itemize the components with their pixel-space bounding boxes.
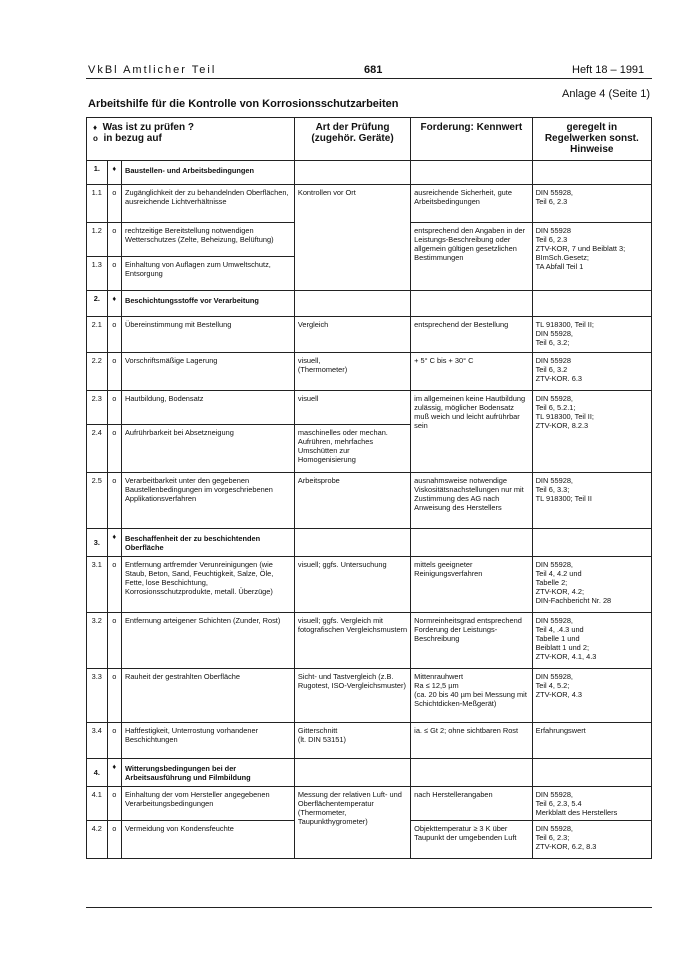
row-what: Einhaltung von Auflagen zum Umweltschutz, Entsorgung <box>121 257 294 291</box>
circle-bullet-icon: o <box>107 821 121 859</box>
row-what: Entfernung artfremder Verunreinigungen (wie Staub, Beton, Sand, Feuchtigkeit, Salze, Öle, Fette, lose Beschichtung, Korrosionsschutzprodukte, metall. Überzüge) <box>121 557 294 613</box>
row-what: Rauheit der gestrahlten Oberfläche <box>121 669 294 723</box>
row-what: Verarbeitbarkeit unter den gegebenen Baustellenbedingungen im vorgeschriebenen Applikationsverfahren <box>121 473 294 529</box>
section-label: Beschichtungsstoffe vor Verarbeitung <box>121 291 294 317</box>
row-art: visuell <box>294 391 410 425</box>
row-what: Vorschriftsmäßige Lagerung <box>121 353 294 391</box>
table-row <box>87 723 652 759</box>
circle-bullet-icon: o <box>107 723 121 759</box>
table-row <box>87 353 652 391</box>
row-art: Vergleich <box>294 317 410 353</box>
row-forderung: mittels geeigneter Reinigungsverfahren <box>411 557 532 613</box>
row-forderung: ia. ≤ Gt 2; ohne sichtbaren Rost <box>411 723 532 759</box>
row-regelwerk: DIN 55928, Teil 6, 2.3 <box>532 185 651 223</box>
diamond-bullet-icon: ♦ <box>107 291 121 317</box>
section-number: 4. <box>87 759 108 787</box>
row-regelwerk: DIN 55928, Teil 6, 3.3; TL 918300; Teil II <box>532 473 651 529</box>
row-what: rechtzeitige Bereitstellung notwendigen Wetterschutzes (Zelte, Beheizung, Belüftung) <box>121 223 294 257</box>
row-number: 4.2 <box>87 821 108 859</box>
row-art: Gitterschnitt (lt. DIN 53151) <box>294 723 410 759</box>
row-art: Kontrollen vor Ort <box>294 185 410 291</box>
table-row <box>87 613 652 669</box>
header-left: VkBl Amtlicher Teil <box>88 64 217 76</box>
circle-bullet-icon: o <box>107 185 121 223</box>
section-label: Baustellen- und Arbeitsbedingungen <box>121 161 294 185</box>
row-art: visuell; ggfs. Vergleich mit fotografischen Vergleichsmustern <box>294 613 410 669</box>
row-forderung: Objekttemperatur ≥ 3 K über Taupunkt der umgebenden Luft <box>411 821 532 859</box>
inspection-table <box>86 117 652 859</box>
row-number: 1.1 <box>87 185 108 223</box>
row-regelwerk: TL 918300, Teil II; DIN 55928, Teil 6, 3.2; <box>532 317 651 353</box>
row-forderung: Normreinheitsgrad entsprechend Forderung der Leistungs-Beschreibung <box>411 613 532 669</box>
section-row <box>87 291 652 317</box>
row-forderung: + 5° C bis + 30° C <box>411 353 532 391</box>
row-what: Zugänglichkeit der zu behandelnden Oberflächen, ausreichende Lichtverhältnisse <box>121 185 294 223</box>
row-what: Haftfestigkeit, Unterrostung vorhandener Beschichtungen <box>121 723 294 759</box>
row-number: 3.3 <box>87 669 108 723</box>
row-regelwerk: DIN 55928, Teil 4, 5.2; ZTV-KOR, 4.3 <box>532 669 651 723</box>
section-number: 1. <box>87 161 108 185</box>
table-row <box>87 557 652 613</box>
circle-bullet-icon: o <box>107 391 121 425</box>
row-art: Arbeitsprobe <box>294 473 410 529</box>
row-regelwerk: DIN 55928 Teil 6, 3.2 ZTV-KOR. 6.3 <box>532 353 651 391</box>
row-regelwerk: DIN 55928, Teil 6, 5.2.1; TL 918300, Teil II; ZTV-KOR, 8.2.3 <box>532 391 651 473</box>
circle-bullet-icon: o <box>107 613 121 669</box>
header-right: Heft 18 – 1991 <box>572 64 645 76</box>
row-number: 1.2 <box>87 223 108 257</box>
table-row <box>87 669 652 723</box>
section-row <box>87 161 652 185</box>
row-forderung: im allgemeinen keine Hautbildung zulässig, möglicher Bodensatz muß weich und leicht aufrührbar sein <box>411 391 532 473</box>
header-rule <box>86 78 652 79</box>
header-art: Art der Prüfung (zugehör. Geräte) <box>294 118 410 161</box>
row-what: Vermeidung von Kondensfeuchte <box>121 821 294 859</box>
circle-bullet-icon: o <box>107 425 121 473</box>
table-header-row <box>87 118 652 161</box>
circle-bullet-icon: o <box>93 134 98 143</box>
diamond-bullet-icon: ♦ <box>93 123 98 132</box>
row-regelwerk: DIN 55928, Teil 4, 4.2 und Tabelle 2; ZTV-KOR, 4.2; DIN-Fachbericht Nr. 28 <box>532 557 651 613</box>
row-what: Übereinstimmung mit Bestellung <box>121 317 294 353</box>
section-number: 3. <box>87 529 108 557</box>
row-regelwerk: DIN 55928 Teil 6, 2.3 ZTV-KOR, 7 und Beiblatt 3; BImSch.Gesetz; TA Abfall Teil 1 <box>532 223 651 291</box>
row-forderung: nach Herstellerangaben <box>411 787 532 821</box>
header-what: ♦ Was ist zu prüfen ? o in bezug auf <box>87 118 295 161</box>
row-what: Hautbildung, Bodensatz <box>121 391 294 425</box>
row-number: 3.1 <box>87 557 108 613</box>
row-forderung: ausreichende Sicherheit, gute Arbeitsbedingungen <box>411 185 532 223</box>
section-row <box>87 759 652 787</box>
footer-rule <box>86 907 652 908</box>
header-forderung: Forderung: Kennwert <box>411 118 532 161</box>
section-row <box>87 529 652 557</box>
row-art: Sicht- und Tastvergleich (z.B. Rugotest, ISO-Vergleichsmuster) <box>294 669 410 723</box>
row-art: visuell; ggfs. Untersuchung <box>294 557 410 613</box>
row-art: maschinelles oder mechan. Aufrühren, mehrfaches Umschütten zur Homogenisierung <box>294 425 410 473</box>
circle-bullet-icon: o <box>107 223 121 257</box>
page-title: Arbeitshilfe für die Kontrolle von Korrosionsschutzarbeiten <box>88 98 399 110</box>
row-art: Messung der relativen Luft- und Oberflächentemperatur (Thermometer, Taupunkthygrometer) <box>294 787 410 859</box>
table-row <box>87 787 652 821</box>
circle-bullet-icon: o <box>107 353 121 391</box>
row-number: 2.5 <box>87 473 108 529</box>
row-number: 2.3 <box>87 391 108 425</box>
table-row <box>87 473 652 529</box>
table-row <box>87 391 652 425</box>
row-number: 4.1 <box>87 787 108 821</box>
row-forderung: entsprechend den Angaben in der Leistungs-Beschreibung oder allgemein gültigen gesetzlichen Bestimmungen <box>411 223 532 291</box>
section-label: Beschaffenheit der zu beschichtenden Oberfläche <box>121 529 294 557</box>
row-what: Entfernung arteigener Schichten (Zunder, Rost) <box>121 613 294 669</box>
circle-bullet-icon: o <box>107 473 121 529</box>
row-what: Aufrührbarkeit bei Absetzneigung <box>121 425 294 473</box>
table-row <box>87 317 652 353</box>
table-row <box>87 185 652 223</box>
row-number: 3.4 <box>87 723 108 759</box>
row-what: Einhaltung der vom Hersteller angegebenen Verarbeitungsbedingungen <box>121 787 294 821</box>
diamond-bullet-icon: ♦ <box>107 161 121 185</box>
row-art: visuell, (Thermometer) <box>294 353 410 391</box>
section-label: Witterungsbedingungen bei der Arbeitsausführung und Filmbildung <box>121 759 294 787</box>
anlage-label: Anlage 4 (Seite 1) <box>562 88 651 100</box>
row-forderung: Mittenrauhwert Ra ≤ 12,5 µm (ca. 20 bis 40 µm bei Messung mit Schichtdicken-Meßgerät) <box>411 669 532 723</box>
row-number: 3.2 <box>87 613 108 669</box>
circle-bullet-icon: o <box>107 557 121 613</box>
circle-bullet-icon: o <box>107 317 121 353</box>
diamond-bullet-icon: ♦ <box>107 529 121 557</box>
row-regelwerk: Erfahrungswert <box>532 723 651 759</box>
row-regelwerk: DIN 55928, Teil 6, 2.3; ZTV-KOR, 6.2, 8.3 <box>532 821 651 859</box>
row-number: 1.3 <box>87 257 108 291</box>
diamond-bullet-icon: ♦ <box>107 759 121 787</box>
header-regelwerk: geregelt in Regelwerken sonst. Hinweise <box>532 118 651 161</box>
row-forderung: entsprechend der Bestellung <box>411 317 532 353</box>
row-regelwerk: DIN 55928, Teil 4, .4.3 und Tabelle 1 und Beiblatt 1 und 2; ZTV-KOR, 4.1, 4.3 <box>532 613 651 669</box>
page-number: 681 <box>364 64 383 76</box>
row-regelwerk: DIN 55928, Teil 6, 2.3, 5.4 Merkblatt des Herstellers <box>532 787 651 821</box>
row-number: 2.4 <box>87 425 108 473</box>
circle-bullet-icon: o <box>107 787 121 821</box>
row-number: 2.2 <box>87 353 108 391</box>
circle-bullet-icon: o <box>107 257 121 291</box>
row-number: 2.1 <box>87 317 108 353</box>
row-forderung: ausnahmsweise notwendige Viskositätsnachstellungen nur mit Zustimmung des AG nach Anweisung des Herstellers <box>411 473 532 529</box>
section-number: 2. <box>87 291 108 317</box>
circle-bullet-icon: o <box>107 669 121 723</box>
